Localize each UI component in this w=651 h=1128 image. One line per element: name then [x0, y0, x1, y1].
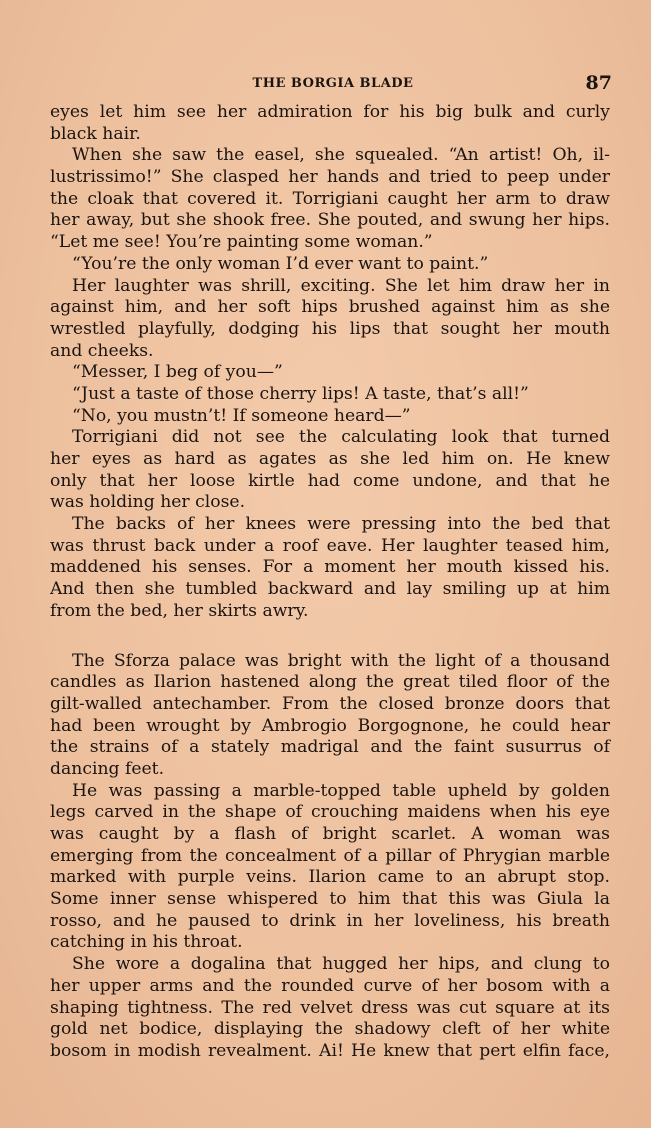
text-line: from the bed, her skirts awry. [50, 600, 309, 621]
text-line: maddened his senses. For a moment her mouth kissed his. [50, 557, 610, 578]
text-line: legs carved in the shape of crouching maidens when his eye [50, 802, 610, 823]
text-line: gilt-walled antechamber. From the closed bronze doors that [50, 693, 610, 714]
text-line: The Sforza palace was bright with the light of a thousand [72, 650, 610, 671]
text-line: the cloak that covered it. Torrigiani caught her arm to draw [50, 188, 610, 209]
text-line: wrestled playfully, dodging his lips that sought her mouth [50, 318, 610, 339]
running-head [52, 72, 614, 98]
text-line: “Just a taste of those cherry lips! A taste, that’s all!” [72, 383, 529, 404]
text-line: “Messer, I beg of you—” [72, 362, 283, 383]
body-text [50, 102, 610, 1063]
text-line: her eyes as hard as agates as she led him on. He knew [50, 449, 610, 469]
text-line: lustrissimo!” She clasped her hands and tried to peep under [50, 167, 610, 188]
text-line: the strains of a stately madrigal and the faint susurrus of [50, 737, 610, 758]
text-line: gold net bodice, displaying the shadowy cleft of her white [50, 1019, 610, 1040]
text-line: was caught by a flash of bright scarlet. A woman was [50, 824, 610, 844]
text-line: her upper arms and the rounded curve of her bosom with a [50, 975, 610, 996]
text-line: catching in his throat. [50, 932, 243, 953]
text-line: She wore a dogalina that hugged her hips, and clung to [72, 954, 610, 975]
text-line: Some inner sense whispered to him that this was Giula la [50, 889, 610, 910]
text-line: rosso, and he paused to drink in her loveliness, his breath [50, 910, 610, 931]
text-line: and cheeks. [50, 340, 154, 361]
text-line: eyes let him see her admiration for his big bulk and curly [50, 102, 610, 122]
text-line: “You’re the only woman I’d ever want to paint.” [72, 253, 489, 274]
text-line: candles as Ilarion hastened along the great tiled floor of the [50, 672, 610, 693]
text-line: Torrigiani did not see the calculating look that turned [72, 427, 610, 448]
text-section-1 [50, 102, 610, 623]
text-line: black hair. [50, 123, 141, 144]
text-line: marked with purple veins. Ilarion came to an abrupt stop. [50, 867, 610, 888]
text-line: He was passing a marble-topped table upheld by golden [72, 780, 610, 801]
text-line: was thrust back under a roof eave. Her laughter teased him, [50, 535, 610, 556]
text-line: her away, but she shook free. She pouted, and swung her hips. [50, 210, 610, 231]
text-line: “No, you mustn’t! If someone heard—” [72, 405, 411, 426]
text-line: emerging from the concealment of a pillar of Phrygian marble [50, 845, 610, 866]
text-line: dancing feet. [50, 758, 165, 779]
text-line: And then she tumbled backward and lay smiling up at him [50, 579, 610, 600]
text-section-2 [50, 651, 610, 1063]
running-title: THE BORGIA BLADE [252, 76, 414, 91]
page-number: 87 [585, 72, 612, 94]
text-line: was holding her close. [50, 492, 246, 513]
section-break [50, 623, 610, 651]
text-line: shaping tightness. The red velvet dress was cut square at its [50, 997, 610, 1018]
text-line: When she saw the easel, she squealed. “An artist! Oh, il- [72, 145, 610, 166]
text-line: “Let me see! You’re painting some woman.” [50, 232, 433, 253]
text-line: had been wrought by Ambrogio Borgognone, he could hear [50, 715, 610, 736]
text-line: only that her loose kirtle had come undone, and that he [50, 470, 610, 491]
text-line: Her laughter was shrill, exciting. She let him draw her in [72, 275, 610, 296]
text-line: The backs of her knees were pressing into the bed that [72, 514, 610, 535]
text-line: against him, and her soft hips brushed against him as she [50, 297, 610, 318]
text-line: bosom in modish revealment. Ai! He knew that pert elfin face, [50, 1040, 610, 1061]
